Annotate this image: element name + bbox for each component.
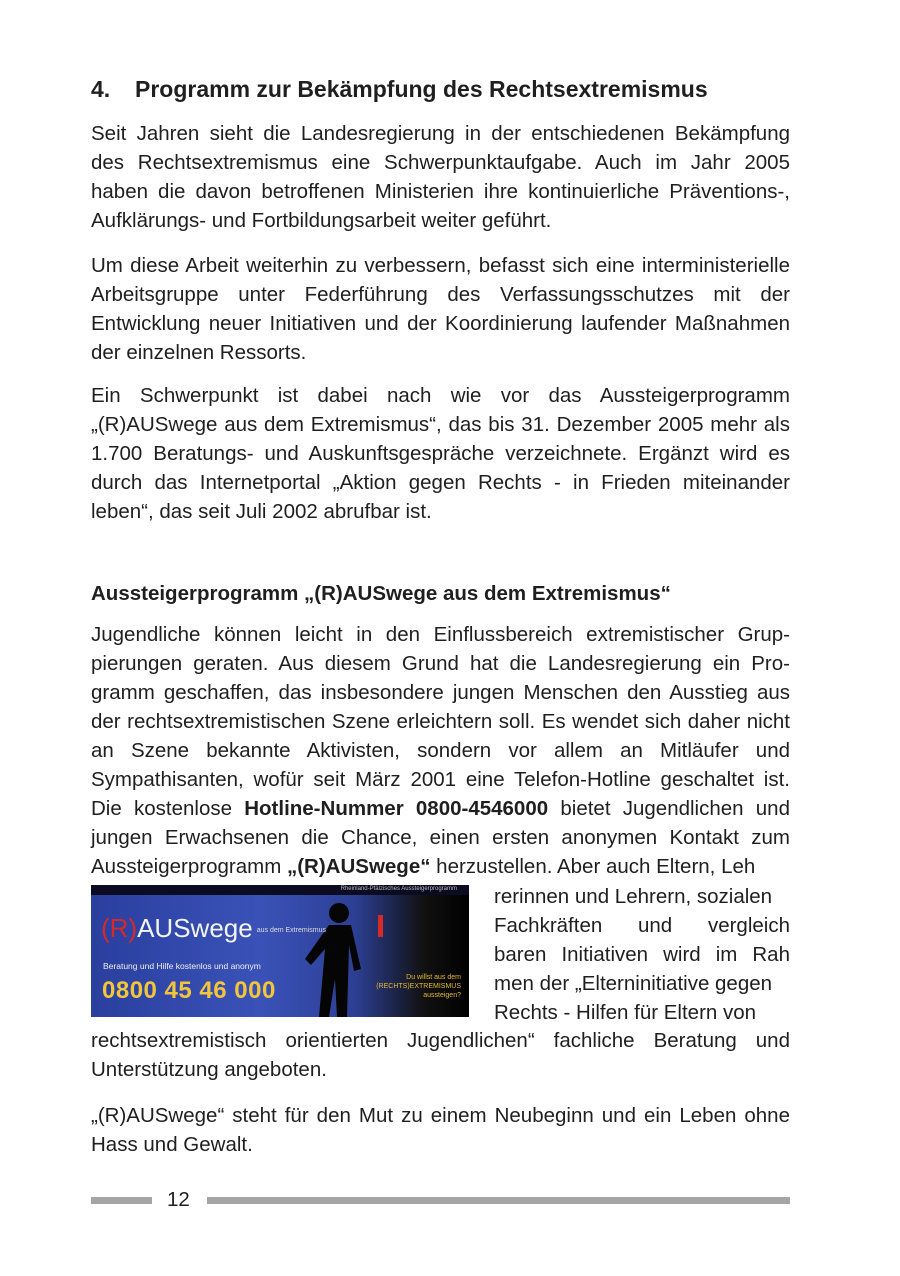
banner-question: Du willst aus dem (RECHTS)EXTREMISMUS aussteigen? — [376, 974, 461, 999]
paragraph-4-end: rechtsextremistisch orientierten Jugendlichen“ fachliche Beratung und Unterstützung angeboten. — [91, 1029, 790, 1081]
section-number: 4. — [91, 76, 111, 102]
paragraph-4-intro: Jugendliche können leicht in den Einflussbereich extremistischer Gruppierungen geraten. Aus diesem Grund hat die Landesregierung ein Programm geschaffen, das insbesondere jungen Menschen den Ausstieg aus der rechtsextremistischen Szene erleichtern soll. Es wendet sich daher nicht an Szene bekannte Aktivisten, sondern vor allem an Mitläufer und Sympathisanten, wofür seit März 2001 eine Telefon-Hotline geschaltet ist. Die kostenlose — [91, 623, 790, 820]
section-heading — [91, 74, 790, 104]
banner-logo-text: AUSwege — [137, 913, 253, 943]
paragraph-4-mid: bietet Jugendlichen und jungen Erwachsenen die Chance, einen ersten anonymen Kontakt zum Aussteigerprogramm — [91, 797, 790, 878]
paragraph-2: Um diese Arbeit weiterhin zu verbessern, befasst sich eine interministerielle Arbeitsgruppe unter Federführung des Verfassungsschutzes mit der Entwicklung neuer Initiativen und der Koordinierung laufender Maßnahmen der einzelnen Ressorts. — [91, 254, 790, 364]
paragraph-4 — [91, 620, 790, 881]
paragraph-1: Seit Jahren sieht die Landesregierung in der entschiedenen Bekämpfung des Rechtsextremismus eine Schwerpunktaufgabe. Auch im Jahr 2005 haben die davon betroffenen Ministerien ihre kontinuierliche Präventions-, Aufklärungs- und Fortbildungsarbeit weiter geführt. — [91, 122, 790, 232]
footer-bar-left — [91, 1197, 152, 1204]
banner-phone: 0800 45 46 000 — [102, 977, 276, 1004]
banner-tagline: Beratung und Hilfe kostenlos und anonym — [103, 961, 261, 971]
banner-top-text: Rheinland-Pfälzisches Aussteigerprogramm — [340, 886, 457, 892]
banner-logo — [101, 913, 326, 944]
wrap-line-1: rerinnen und Lehrern, sozialen — [494, 885, 773, 908]
page-number: 12 — [167, 1188, 190, 1211]
section-title: Programm zur Bekämpfung des Rechtsextremismus — [135, 76, 708, 102]
page-footer — [91, 1188, 790, 1212]
wrap-line-2: Fachkräften und vergleich — [494, 914, 790, 937]
wrap-line-4: men der „Elterninitiative gegen — [494, 972, 773, 995]
rauswege-banner-image — [91, 885, 469, 1017]
banner-logo-subtitle: aus dem Extremismus — [256, 926, 326, 934]
rauswege-bold: „(R)AUSwege“ — [286, 855, 431, 878]
paragraph-3: Ein Schwerpunkt ist dabei nach wie vor das Aussteigerprogramm „(R)AUSwege aus dem Extremismus“, das bis 31. Dezember 2005 mehr als 1.700 Beratungs- und Auskunftsgespräche verzeichnete. Ergänzt wird es durch das Internetportal „Aktion gegen Rechts - in Frieden miteinander leben“, das seit Juli 2002 abrufbar ist. — [91, 384, 790, 523]
hotline-number: Hotline-Nummer 0800-4546000 — [244, 797, 549, 820]
wrap-line-3: baren Initiativen wird im Rah — [494, 943, 790, 966]
paragraph-5: „(R)AUSwege“ steht für den Mut zu einem Neubeginn und ein Leben ohne Hass und Gewalt. — [91, 1104, 790, 1156]
banner-logo-r: (R) — [101, 913, 138, 943]
paragraph-4-rest: herzustellen. Aber auch Eltern, Leh — [430, 855, 756, 878]
wrap-line-5: Rechts - Hilfen für Eltern von — [494, 1001, 757, 1024]
footer-bar-right — [207, 1197, 790, 1204]
subheading: Aussteigerprogramm „(R)AUSwege aus dem Extremismus“ — [91, 582, 671, 605]
